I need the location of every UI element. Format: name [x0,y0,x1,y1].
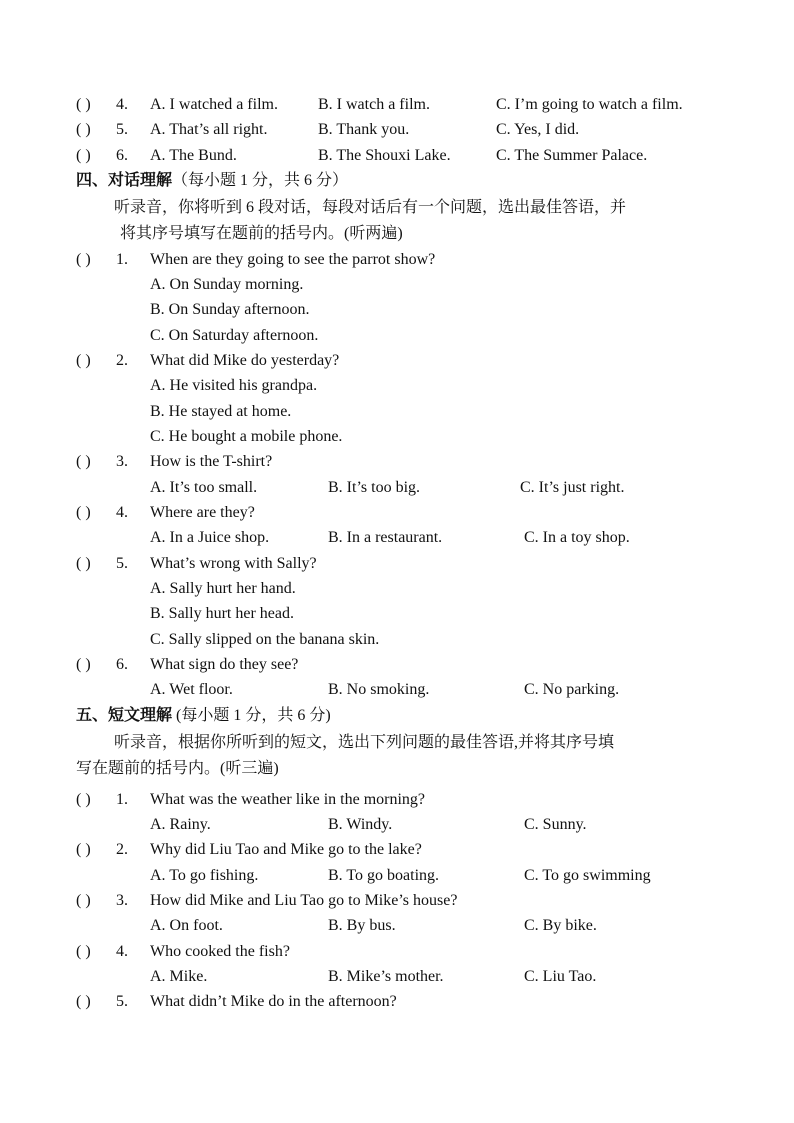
option-b: B. Windy. [328,816,393,833]
answer-bracket: ( ) [76,993,91,1010]
option-a: A. Mike. [150,968,208,985]
question-text: What was the weather like in the morning? [150,791,426,808]
answer-bracket: ( ) [76,656,91,673]
question-number: 1. [116,791,128,808]
option-a: A. In a Juice shop. [150,529,270,546]
option-b: B. No smoking. [328,681,430,698]
option-b: B. I watch a film. [318,96,430,113]
question-number: 5. [116,121,128,138]
question-text: Where are they? [150,504,255,521]
answer-bracket: ( ) [76,943,91,960]
question-number: 5. [116,555,128,572]
question-text: What did Mike do yesterday? [150,352,340,369]
option-a: A. The Bund. [150,147,237,164]
option-c: C. By bike. [524,917,597,934]
question-number: 4. [116,943,128,960]
question-text: How did Mike and Liu Tao go to Mike’s house? [150,892,458,909]
option-b: B. In a restaurant. [328,529,443,546]
option-a: A. I watched a film. [150,96,278,113]
question-text: How is the T-shirt? [150,453,273,470]
question-text: What sign do they see? [150,656,299,673]
answer-bracket: ( ) [76,841,91,858]
question-number: 5. [116,993,128,1010]
question-number: 2. [116,352,128,369]
question-number: 6. [116,656,128,673]
option-b: B. To go boating. [328,867,440,884]
question-number: 3. [116,892,128,909]
question-number: 3. [116,453,128,470]
question-text: What’s wrong with Sally? [150,555,317,572]
option-a: A. That’s all right. [150,121,268,138]
option-a: A. It’s too small. [150,479,258,496]
question-text: Who cooked the fish? [150,943,290,960]
answer-bracket: ( ) [76,453,91,470]
answer-bracket: ( ) [76,147,91,164]
option-c: C. The Summer Palace. [496,147,648,164]
option-c: C. To go swimming [524,867,651,884]
answer-bracket: ( ) [76,892,91,909]
option-b: B. It’s too big. [328,479,421,496]
question-number: 2. [116,841,128,858]
answer-bracket: ( ) [76,96,91,113]
question-number: 4. [116,504,128,521]
option-a: A. On foot. [150,917,223,934]
answer-bracket: ( ) [76,555,91,572]
question-text: What didn’t Mike do in the afternoon? [150,993,397,1010]
option-c: C. No parking. [524,681,620,698]
option-c: C. In a toy shop. [524,529,630,546]
option-a: A. Rainy. [150,816,211,833]
question-text: When are they going to see the parrot show? [150,251,436,268]
option-b: B. Thank you. [318,121,410,138]
answer-bracket: ( ) [76,352,91,369]
section-score: （每小题 1 分，共 6 分） [172,172,349,189]
option-c: C. Liu Tao. [524,968,597,985]
section-title: 四、对话理解 [76,172,173,189]
option-c: C. Sunny. [524,816,587,833]
option-c: C. Yes, I did. [496,121,580,138]
option-c: C. It’s just right. [520,479,625,496]
option-b: B. By bus. [328,917,396,934]
question-text: Why did Liu Tao and Mike go to the lake? [150,841,422,858]
question-number: 4. [116,96,128,113]
section-title: 五、短文理解 [76,707,173,724]
section-score: (每小题 1 分，共 6 分) [172,707,331,724]
option-a: A. Wet floor. [150,681,233,698]
answer-bracket: ( ) [76,251,91,268]
option-c: C. I’m going to watch a film. [496,96,683,113]
option-b: B. The Shouxi Lake. [318,147,451,164]
answer-bracket: ( ) [76,121,91,138]
question-number: 1. [116,251,128,268]
question-number: 6. [116,147,128,164]
answer-bracket: ( ) [76,791,91,808]
option-b: B. Mike’s mother. [328,968,444,985]
option-a: A. To go fishing. [150,867,259,884]
answer-bracket: ( ) [76,504,91,521]
